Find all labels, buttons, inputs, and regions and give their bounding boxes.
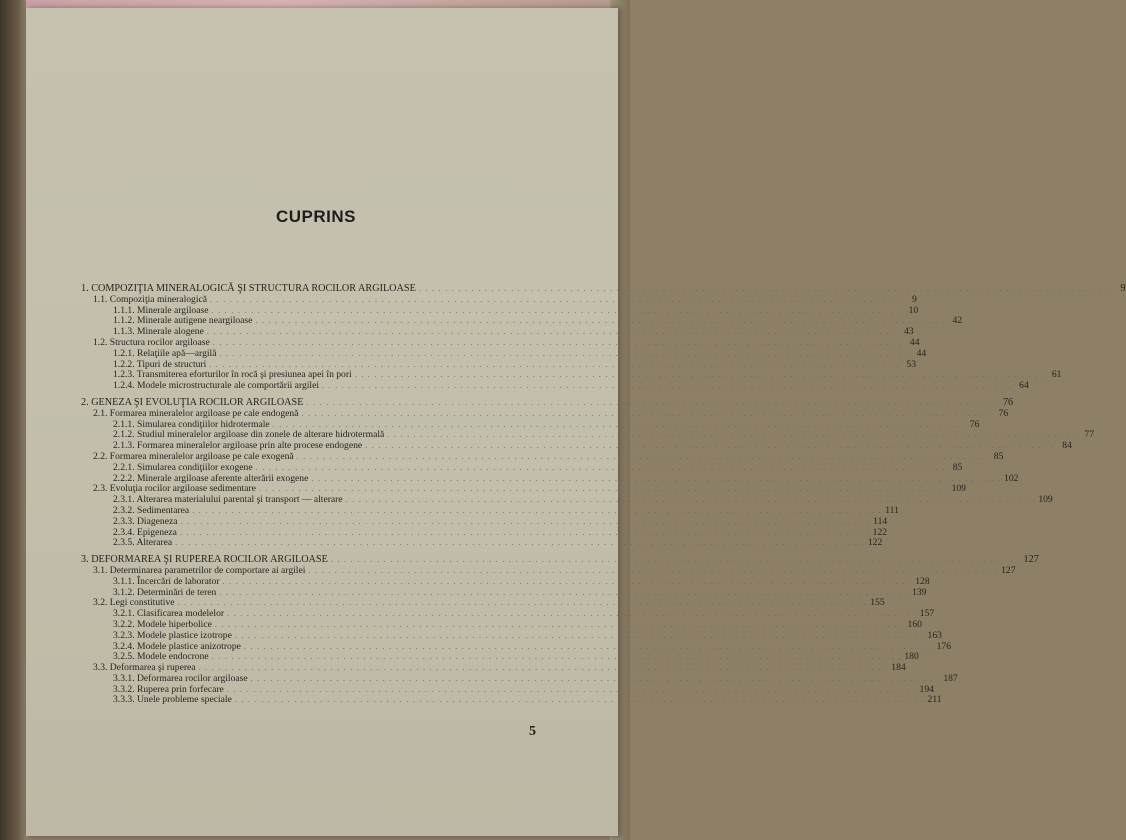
dot-leader: [180, 528, 870, 539]
toc-section: [81, 407, 1009, 420]
toc-entry-label: 2.1.3. Formarea mineralelor argiloase prin alte procese endogene: [113, 440, 363, 452]
toc-entry-page: 157: [919, 608, 935, 620]
toc-entry-page: 127: [1023, 554, 1039, 566]
dot-leader: [178, 598, 868, 609]
page-number: 5: [529, 724, 536, 739]
dot-leader: [255, 316, 945, 327]
dot-leader: [256, 463, 946, 474]
toc-entry-page: 10: [908, 304, 919, 316]
page-title: CUPRINS: [275, 207, 356, 226]
dot-leader: [251, 674, 941, 685]
toc-entry-page: 76: [1002, 396, 1014, 408]
table-of-contents: [81, 283, 1126, 706]
dot-leader: [211, 306, 901, 317]
toc-entry-page: 85: [993, 450, 1004, 462]
toc-subsection: [81, 347, 927, 360]
toc-entry-label: 3.2. Legi constitutive: [93, 597, 175, 609]
toc-entry-page: 122: [872, 526, 888, 538]
toc-entry-page: 64: [1019, 380, 1029, 392]
toc-entry-page: 114: [873, 515, 888, 527]
toc-entry-label: 1.2. Structura rocilor argiloase: [93, 336, 210, 348]
dot-leader: [365, 441, 1055, 452]
toc-entry-label: 3.1.1. Încercări de laborator: [113, 575, 220, 587]
toc-entry-page: 194: [919, 683, 934, 695]
toc-subsection: [81, 515, 888, 528]
toc-entry-page: 155: [870, 597, 885, 609]
dot-leader: [199, 663, 889, 674]
dot-leader: [227, 609, 917, 620]
toc-entry-page: 122: [867, 537, 883, 549]
toc-entry-label: 2.2. Formarea mineralelor argiloase pe cale exogenă: [93, 450, 294, 462]
toc-entry-page: 53: [906, 358, 916, 370]
dot-leader: [192, 506, 882, 517]
dot-leader: [308, 566, 998, 577]
toc-entry-label: 3.3.3. Unele probleme speciale: [113, 694, 232, 706]
toc-entry-label: 1.1. Compoziţia mineralogică: [93, 293, 208, 305]
toc-subsection: [81, 575, 930, 588]
toc-entry-page: 43: [903, 326, 914, 338]
toc-entry-label: 1.2.4. Modele microstructurale ale comportării argilei: [113, 380, 320, 392]
dot-leader: [322, 381, 1012, 392]
toc-subsection: [81, 694, 942, 706]
dot-leader: [207, 327, 897, 338]
toc-entry-label: 2.3.3. Diageneza: [113, 515, 178, 527]
toc-section: [81, 293, 917, 306]
dot-leader: [227, 685, 917, 696]
toc-entry-label: 1.1.3. Minerale alogene: [113, 326, 204, 338]
toc-entry-page: 77: [1084, 429, 1094, 441]
toc-entry-label: 2.2.2. Minerale argiloase aferente alterării exogene: [113, 472, 309, 484]
toc-entry-page: 163: [927, 629, 942, 641]
dot-leader: [331, 555, 1021, 566]
toc-entry-page: 76: [998, 407, 1009, 419]
dot-leader: [301, 409, 991, 420]
dot-leader: [210, 295, 900, 306]
toc-entry-page: 84: [1062, 440, 1072, 452]
toc-entry-label: 3.2.1. Clasificarea modelelor: [113, 608, 225, 620]
dot-leader: [219, 588, 909, 599]
toc-entry-label: 1.1.1. Minerale argiloase: [113, 304, 209, 316]
toc-entry-label: 1.2.3. Transmiterea eforturilor în rocă şi presiunea apei în pori: [113, 369, 352, 381]
book-spine-shadow: [0, 0, 26, 840]
toc-entry-page: 9: [911, 293, 917, 305]
toc-entry-label: 1. COMPOZIŢIA MINERALOGICĂ ŞI STRUCTURA ROCILOR ARGILOASE: [81, 283, 416, 294]
toc-entry-label: 3.2.5. Modele endocrone: [113, 651, 209, 663]
toc-entry-page: 128: [915, 575, 930, 587]
toc-entry-label: 3.2.2. Modele hiperbolice: [113, 618, 212, 630]
dot-leader: [235, 695, 925, 706]
toc-entry-page: 184: [891, 662, 906, 674]
dot-leader: [346, 495, 1036, 506]
toc-entry-label: 2.2.1. Simularea condiţiilor exogene: [113, 461, 253, 473]
toc-entry-label: 2.1.2. Studiul mineralelor argiloase din zonele de alterare hidrotermală: [113, 429, 385, 441]
dot-leader: [223, 577, 913, 588]
toc-entry-label: 3.3.1. Deformarea rocilor argiloase: [113, 672, 248, 684]
toc-subsection: [81, 629, 942, 642]
toc-entry-page: 102: [1004, 472, 1019, 484]
toc-entry-label: 2.1. Formarea mineralelor argiloase pe cale endogenă: [93, 407, 299, 419]
toc-subsection: [81, 380, 1029, 392]
toc-entry-label: 3.3.2. Ruperea prin forfecare: [113, 683, 224, 695]
toc-entry-label: 2. GENEZA ŞI EVOLUŢIA ROCILOR ARGILOASE: [81, 396, 304, 408]
dot-leader: [311, 474, 1001, 485]
toc-entry-page: 127: [1001, 564, 1016, 576]
dot-leader: [259, 484, 949, 495]
dot-leader: [387, 430, 1077, 441]
toc-entry-page: 180: [904, 651, 919, 663]
toc-entry-page: 111: [885, 504, 899, 516]
toc-entry-page: 211: [927, 694, 942, 706]
toc-entry-label: 3.2.3. Modele plastice izotrope: [113, 629, 232, 641]
dot-leader: [355, 370, 1045, 381]
toc-entry-label: 2.3. Evoluţia rocilor argiloase sedimentare: [93, 483, 256, 495]
dot-leader: [212, 652, 902, 663]
toc-subsection: [81, 461, 963, 474]
book-page: [26, 8, 1126, 836]
toc-entry-label: 3. DEFORMAREA ŞI RUPEREA ROCILOR ARGILOASE: [81, 554, 328, 566]
dot-leader: [215, 620, 905, 631]
toc-entry-label: 3.2.4. Modele plastice anizotrope: [113, 640, 241, 652]
toc-entry-label: 3.1. Determinarea parametrilor de comportare ai argilei: [93, 564, 306, 576]
toc-entry-page: 61: [1051, 369, 1062, 381]
dot-leader: [244, 642, 934, 653]
dot-leader: [175, 538, 865, 549]
toc-entry-page: 160: [907, 618, 922, 630]
toc-entry-page: 42: [952, 315, 963, 327]
toc-entry-label: 2.1.1. Simularea condiţiilor hidrotermale: [113, 418, 270, 430]
dot-leader: [306, 398, 996, 409]
toc-entry-label: 2.3.4. Epigeneza: [113, 526, 177, 538]
dot-leader: [235, 631, 925, 642]
toc-subsection: [81, 537, 883, 549]
dot-leader: [419, 284, 1109, 295]
toc-entry-page: 44: [909, 336, 920, 348]
dot-leader: [297, 452, 987, 463]
toc-entry-page: 176: [936, 640, 951, 652]
toc-entry-page: 85: [952, 461, 963, 473]
toc-entry-page: 44: [916, 347, 927, 359]
toc-entry-label: 2.3.5. Alterarea: [113, 537, 173, 549]
dot-leader: [213, 338, 903, 349]
toc-entry-label: 1.2.2. Tipuri de structuri: [113, 358, 207, 370]
toc-entry-label: 3.3. Deformarea şi ruperea: [93, 662, 196, 674]
toc-entry-label: 1.1.2. Minerale autigene neargiloase: [113, 315, 253, 327]
toc-entry-page: 109: [951, 483, 966, 495]
toc-entry-label: 2.3.2. Sedimentarea: [113, 504, 190, 516]
toc-entry-label: 1.2.1. Relaţiile apă—argilă: [113, 347, 217, 359]
toc-entry-page: 109: [1038, 494, 1053, 506]
toc-entry-page: 139: [912, 586, 927, 598]
dot-leader: [219, 349, 909, 360]
toc-entry-page: 76: [969, 418, 980, 430]
toc-entry-label: 2.3.1. Alterarea materialului parental şi transport — alterare: [113, 494, 343, 506]
toc-entry-page: 9: [1120, 283, 1126, 294]
toc-entry-label: 3.1.2. Determinări de teren: [113, 586, 217, 598]
dot-leader: [180, 517, 870, 528]
toc-entry-page: 187: [943, 672, 958, 684]
